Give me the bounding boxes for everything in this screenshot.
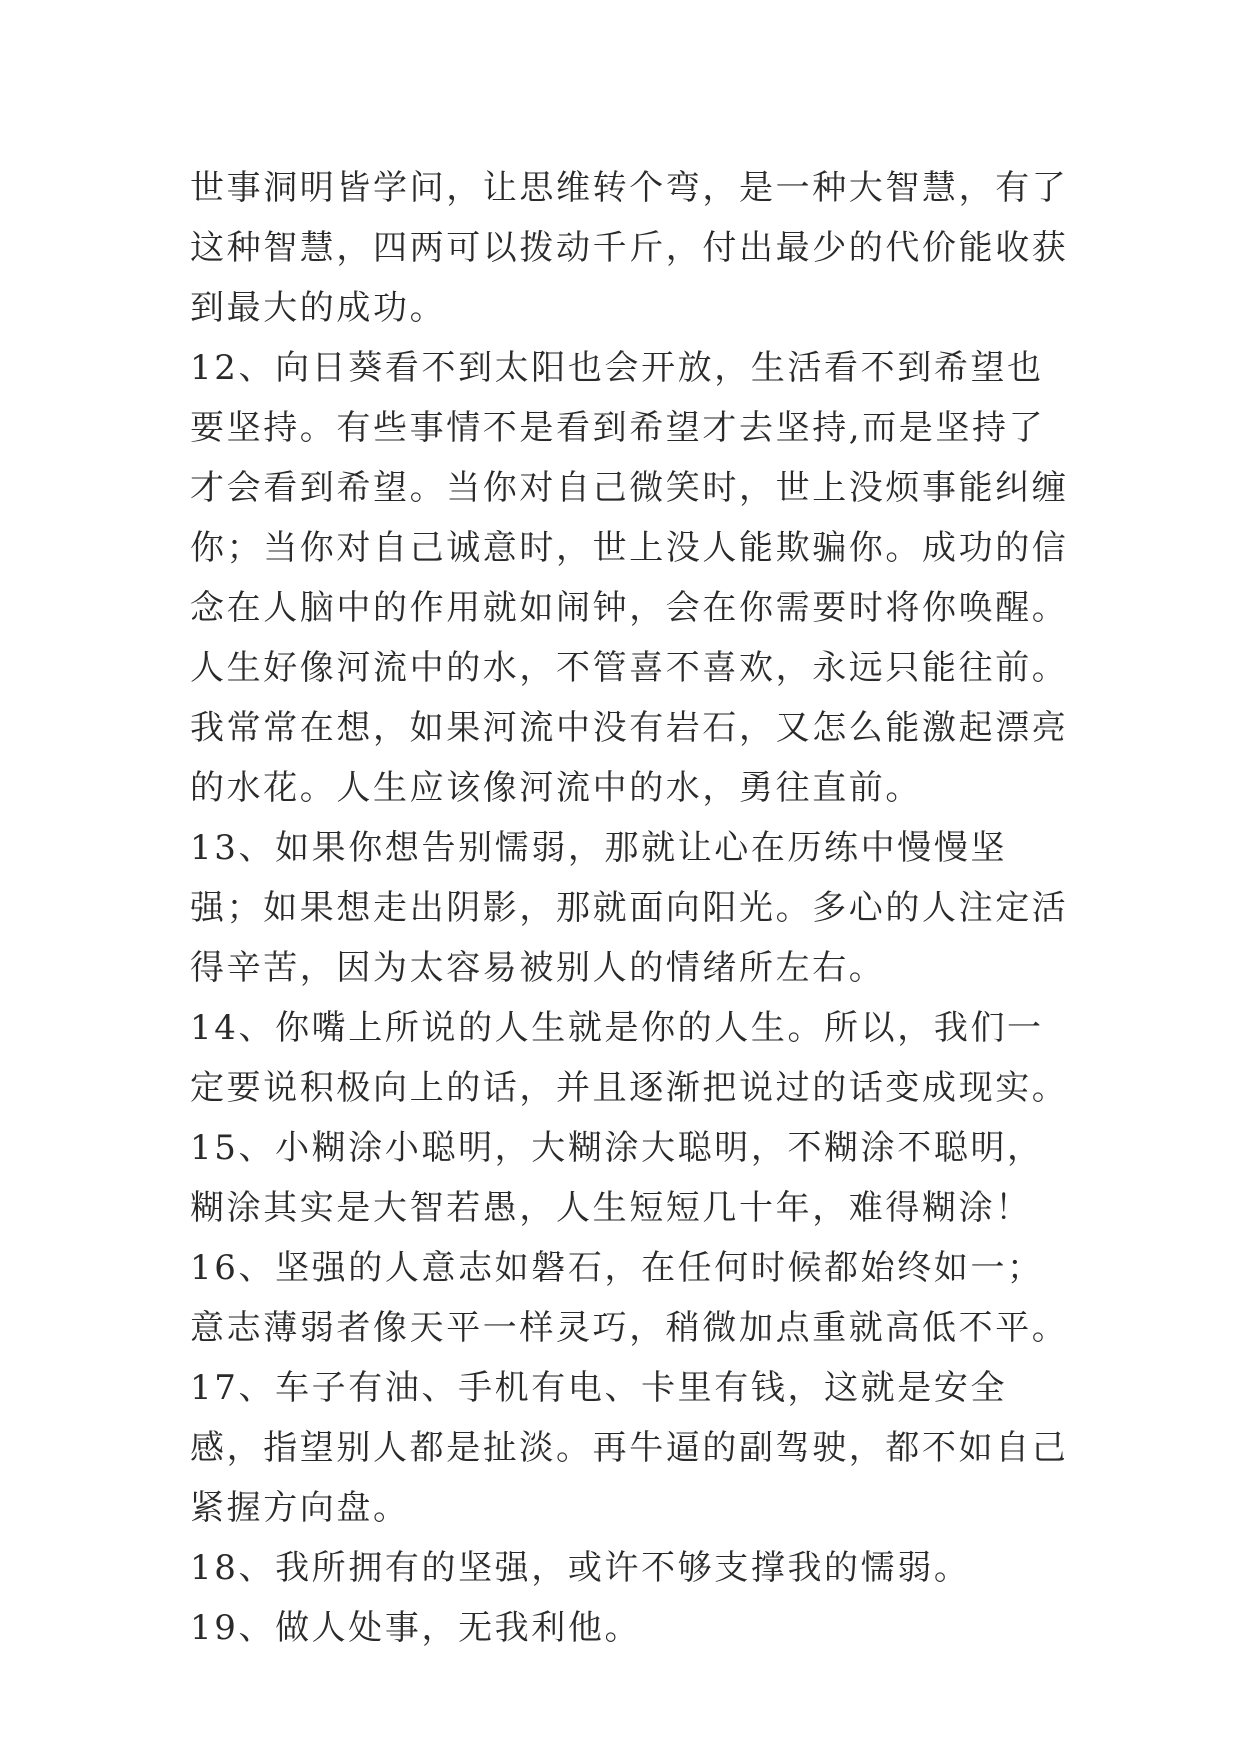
paragraph-item-15: 15、小糊涂小聪明，大糊涂大聪明，不糊涂不聪明，糊涂其实是大智若愚，人生短短几十年，难得糊涂！ (190, 1128, 1044, 1228)
paragraph-item-18: 18、我所拥有的坚强，或许不够支撑我的懦弱。 (190, 1548, 971, 1588)
paragraph-item-17: 17、车子有油、手机有电、卡里有钱，这就是安全感，指望别人都是扯淡。再牛逼的副驾驶，都不如自己紧握方向盘。 (190, 1368, 1069, 1528)
paragraph-item-13: 13、如果你想告别懦弱，那就让心在历练中慢慢坚强；如果想走出阴影，那就面向阳光。多心的人注定活得辛苦，因为太容易被别人的情绪所左右。 (190, 828, 1069, 988)
document-body (190, 158, 1070, 1658)
paragraph-item-14: 14、你嘴上所说的人生就是你的人生。所以，我们一定要说积极向上的话，并且逐渐把说过的话变成现实。 (190, 1008, 1069, 1108)
paragraph-item-16: 16、坚强的人意志如磐石，在任何时候都始终如一；意志薄弱者像天平一样灵巧，稍微加点重就高低不平。 (190, 1248, 1069, 1348)
paragraph-item-12: 12、向日葵看不到太阳也会开放，生活看不到希望也要坚持。有些事情不是看到希望才去坚持,而是坚持了才会看到希望。当你对自己微笑时，世上没烦事能纠缠你；当你对自己诚意时，世上没人能欺骗你。成功的信念在人脑中的作用就如闹钟，会在你需要时将你唤醒。人生好像河流中的水，不管喜不喜欢，永远只能往前。我常常在想，如果河流中没有岩石，又怎么能激起漂亮的水花。人生应该像河流中的水，勇往直前。 (190, 348, 1069, 808)
paragraph-intro: 世事洞明皆学问，让思维转个弯，是一种大智慧，有了这种智慧，四两可以拨动千斤，付出最少的代价能收获到最大的成功。 (190, 168, 1069, 328)
paragraph-item-19: 19、做人处事，无我利他。 (190, 1608, 642, 1648)
